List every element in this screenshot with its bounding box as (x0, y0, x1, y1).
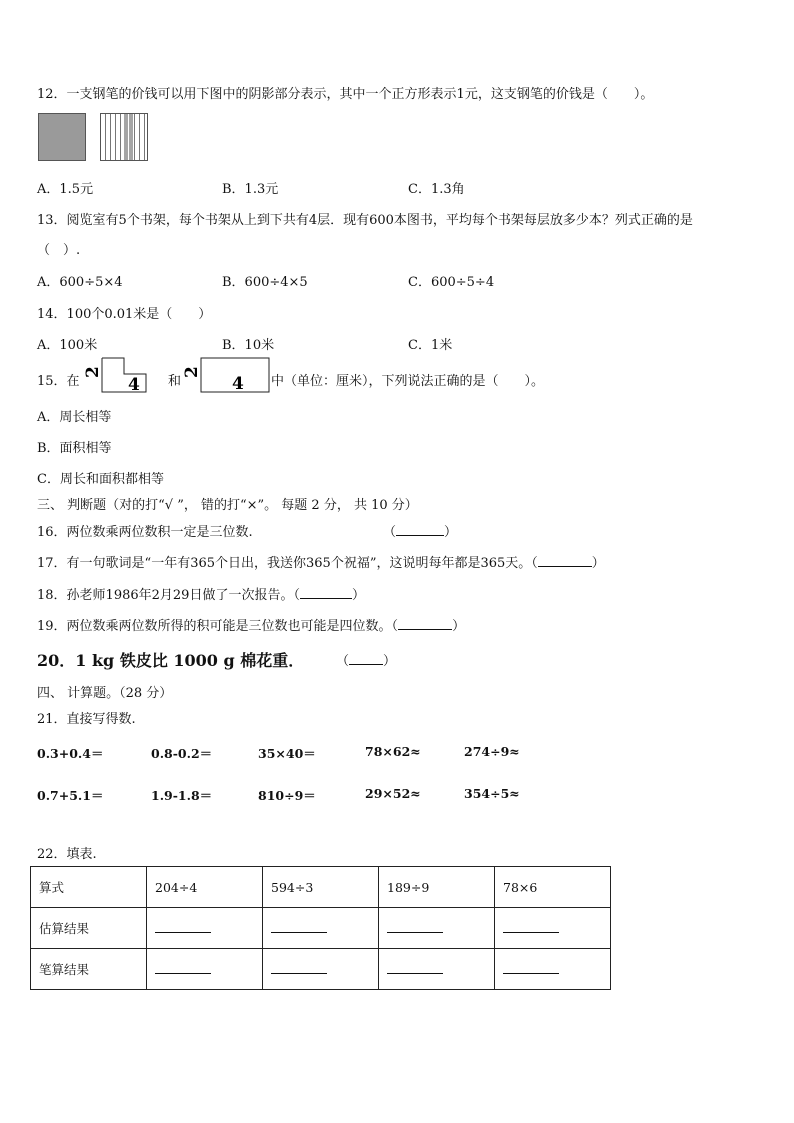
q13-option-a[interactable]: A．600÷5×4 (37, 275, 123, 290)
q22-text: 22．填表. (37, 847, 97, 862)
calc-item: 354÷5≈ (464, 786, 520, 801)
q13-text-cont: （ ）. (37, 243, 81, 258)
q17-text: 17．有一句歌词是“一年有365个日出，我送你365个祝福”，这说明每年都是365天。（ ） (37, 556, 605, 571)
q16-text: 16．两位数乘两位数积一定是三位数. (37, 525, 253, 540)
q12-option-c[interactable]: C．1.3角 (408, 182, 465, 197)
calc-item: 78×62≈ (365, 744, 421, 759)
row-label-written: 笔算结果 (31, 949, 147, 990)
shape1-side-label: 2 (83, 366, 103, 378)
q14-option-a[interactable]: A．100米 (37, 338, 98, 353)
table-header-cell: 78×6 (495, 867, 611, 908)
calc-item: 29×52≈ (365, 786, 421, 801)
q20-text: 20．1 kg 铁皮比 1000 g 棉花重． (37, 651, 305, 670)
shaded-square (38, 113, 86, 161)
table-header-row (31, 867, 611, 908)
table-row (31, 949, 611, 990)
table-header-cell: 189÷9 (379, 867, 495, 908)
q12-text: 12．一支钢笔的价钱可以用下图中的阴影部分表示，其中一个正方形表示1元，这支钢笔的价钱是（ ）。 (37, 87, 654, 102)
row-label-estimate: 估算结果 (31, 908, 147, 949)
section3-heading: 三、 判断题（对的打“√ ”， 错的打“×”。 每题 2 分， 共 10 分） (37, 498, 418, 513)
calc-item: 0.7+5.1＝ (37, 788, 104, 803)
shape2-side-label: 2 (182, 366, 202, 378)
q18-answer-blank[interactable]: （ ） (293, 588, 365, 603)
q21-text: 21．直接写得数. (37, 712, 136, 727)
q15-suffix: 中（单位：厘米），下列说法正确的是（ ）。 (271, 374, 545, 389)
rectangle-figure (182, 356, 274, 396)
written-answer-cell[interactable] (263, 949, 379, 990)
q13-option-c[interactable]: C．600÷5÷4 (408, 275, 495, 290)
q13-text: 13．阅览室有5个书架，每个书架从上到下共有4层．现有600本图书，平均每个书架每层放多少本？列式正确的是 (37, 213, 693, 228)
q12-option-b[interactable]: B．1.3元 (222, 182, 279, 197)
calc-item: 0.3+0.4＝ (37, 746, 104, 761)
section4-heading: 四、 计算题。（28 分） (37, 686, 173, 701)
calc-item: 35×40＝ (258, 746, 316, 761)
shape2-bottom-label: 4 (232, 374, 244, 394)
calc-item: 1.9-1.8＝ (151, 788, 213, 803)
estimate-answer-cell[interactable] (147, 908, 263, 949)
calc-item: 274÷9≈ (464, 744, 520, 759)
q19-text: 19．两位数乘两位数所得的积可能是三位数也可能是四位数。（ ） (37, 619, 466, 634)
written-answer-cell[interactable] (379, 949, 495, 990)
calc-item: 810÷9＝ (258, 788, 316, 803)
table-header-cell: 594÷3 (263, 867, 379, 908)
table-header-cell: 204÷4 (147, 867, 263, 908)
q15-option-c[interactable]: C．周长和面积都相等 (37, 472, 164, 487)
estimate-table (30, 866, 611, 990)
q15-prefix: 15．在 (37, 374, 80, 389)
q16-answer-blank[interactable]: （ ） (383, 525, 458, 540)
striped-square (100, 113, 148, 161)
q15-option-b[interactable]: B．面积相等 (37, 441, 112, 456)
estimate-answer-cell[interactable] (379, 908, 495, 949)
q14-option-b[interactable]: B．10米 (222, 338, 275, 353)
q15-between: 和 (168, 374, 182, 389)
estimate-answer-cell[interactable] (495, 908, 611, 949)
q13-option-b[interactable]: B．600÷4×5 (222, 275, 308, 290)
q20-answer-blank[interactable]: （ ） (336, 654, 397, 669)
q18-text: 18．孙老师1986年2月29日做了一次报告。（ ） (37, 588, 365, 603)
written-answer-cell[interactable] (147, 949, 263, 990)
q17-answer-blank[interactable]: （ ） (531, 556, 605, 571)
shape1-bottom-label: 4 (128, 375, 140, 395)
written-answer-cell[interactable] (495, 949, 611, 990)
table-header-cell: 算式 (31, 867, 147, 908)
l-shape-figure (80, 356, 170, 396)
q19-answer-blank[interactable]: （ ） (391, 619, 466, 634)
q15-option-a[interactable]: A．周长相等 (37, 410, 112, 425)
q14-option-c[interactable]: C．1米 (408, 338, 453, 353)
q12-option-a[interactable]: A．1.5元 (37, 182, 94, 197)
q14-text: 14．100个0.01米是（ ） (37, 307, 212, 322)
calc-item: 0.8-0.2＝ (151, 746, 213, 761)
table-row (31, 908, 611, 949)
estimate-answer-cell[interactable] (263, 908, 379, 949)
